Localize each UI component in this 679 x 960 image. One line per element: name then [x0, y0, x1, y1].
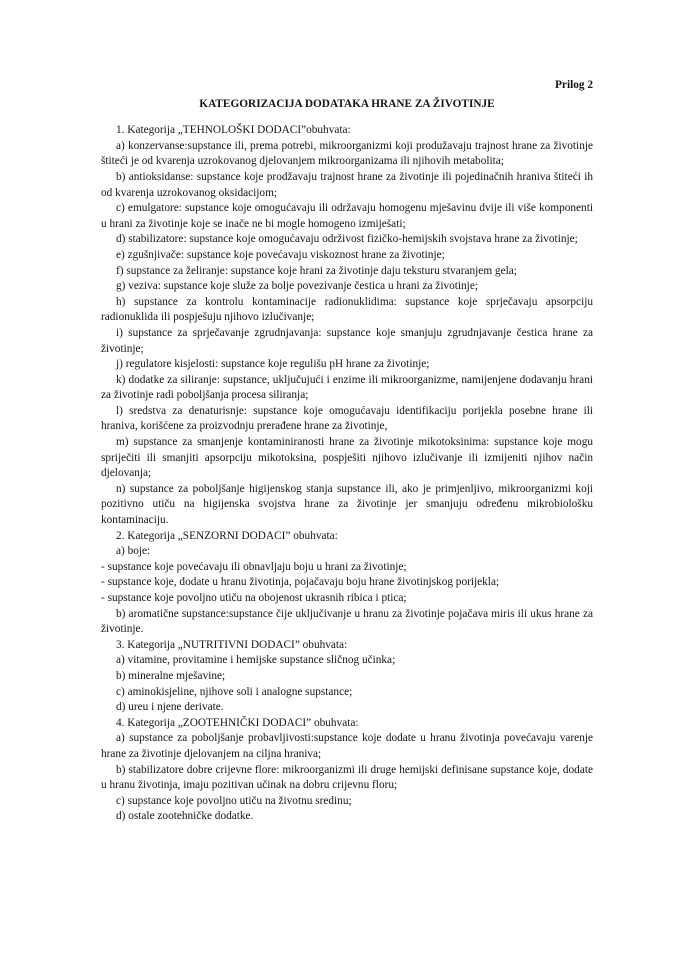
- paragraph: c) supstance koje povoljno utiču na životnu sredinu;: [116, 794, 352, 807]
- paragraph: b) antioksidanse: supstance koje prodžavaju trajnost hrane za životinje ili pojedinačnih hraniva štiteći ih od kvarenja uzrokovanog oksidacijom;: [101, 170, 593, 199]
- paragraph: m) supstance za smanjenje kontaminiranosti hrane za životinje mikotoksinima: supstance koje mogu spriječiti ili smanjiti apsorpciju mikotoksina, pospješiti njihovo izlučivanje ili izmijeniti njihov način djelovanja;: [101, 436, 593, 480]
- paragraph: d) ureu i njene derivate.: [116, 701, 224, 714]
- paragraph: 2. Kategorija „SENZORNI DODACI” obuhvata:: [116, 529, 338, 542]
- paragraph: g) veziva: supstance koje služe za bolje povezivanje čestica u hrani za životinje;: [116, 280, 478, 293]
- document-title: KATEGORIZACIJA DODATAKA HRANE ZA ŽIVOTINJE: [199, 97, 495, 110]
- paragraph: j) regulatore kisjelosti: supstance koje regulišu pH hrane za životinje;: [116, 358, 430, 371]
- paragraph: h) supstance za kontrolu kontaminacije radionuklidima: supstance koje sprječavaju apsorpciju radionuklida ili pospješuju njihovo izlučivanje;: [101, 295, 593, 324]
- annex-label: Prilog 2: [555, 79, 593, 91]
- paragraph: c) aminokisjeline, njihove soli i analogne supstance;: [116, 685, 353, 698]
- paragraph: 4. Kategorija „ZOOTEHNIČKI DODACI” obuhvata:: [116, 716, 359, 729]
- paragraph: i) supstance za sprječavanje zgrudnjavanja: supstance koje smanjuju zgrudnjavanje čestica hrane za životinje;: [101, 326, 593, 355]
- paragraph: b) aromatične supstance:supstance čije uključivanje u hranu za životinje pojačava miris ili ukus hrane za životinje.: [101, 607, 593, 636]
- paragraph: - supstance koje, dodate u hranu životinja, pojačavaju boju hrane životinjskog porijekla;: [101, 576, 500, 589]
- paragraph: b) mineralne mješavine;: [116, 669, 226, 682]
- paragraph: a) konzervanse:supstance ili, prema potrebi, mikroorganizmi koji produžavaju trajnost hrane za životinje štiteći je od kvarenja uzrokovanog djelovanjem mikroorganizama ili njihovih metabolita;: [101, 139, 593, 168]
- paragraph: l) sredstva za denaturisnje: supstance koje omogućavaju identifikaciju porijekla posebne hrane ili hraniva, korišćene za proizvodnju prerađene hrane za životinje,: [101, 404, 593, 433]
- paragraph: a) supstance za poboljšanje probavljivosti:supstance koje dodate u hranu životinja povećavaju varenje hrane za životinje djelovanjem na ciljna hraniva;: [101, 732, 593, 760]
- paragraph: - supstance koje povoljno utiču na obojenost ukrasnih ribica i ptica;: [101, 592, 407, 604]
- paragraph: d) ostale zootehničke dodatke.: [116, 810, 254, 823]
- paragraph: 3. Kategorija „NUTRITIVNI DODACI” obuhvata:: [116, 638, 348, 651]
- paragraph: n) supstance za poboljšanje higijenskog stanja supstance ili, ako je primjenljivo, mikroorganizmi koji pozitivno utiču na higijenska svojstva hrane za životinje jer smanjuju određenu mikrobiološku kontaminaciju.: [101, 482, 593, 527]
- paragraph: b) stabilizatore dobre crijevne flore: mikroorganizmi ili druge hemijski definisane supstance koje, dodate u hranu životinja, imaju pozitivan učinak na dobru crijevnu floru;: [101, 763, 593, 792]
- paragraph: f) supstance za želiranje: supstance koje hrani za životinje daju teksturu stvaranjem gela;: [116, 264, 517, 277]
- paragraph: 1. Kategorija „TEHNOLOŠKI DODACI”obuhvata:: [116, 124, 351, 137]
- paragraph: - supstance koje povećavaju ili obnavljaju boju u hrani za životinje;: [101, 560, 407, 573]
- paragraph: e) zgušnjivače: supstance koje povećavaju viskoznost hrane za životinje;: [116, 248, 445, 261]
- paragraph: c) emulgatore: supstance koje omogućavaju ili održavaju homogenu mješavinu dvije ili više komponenti u hrani za životinje koje se inače ne bi mogle homogeno izmiješati;: [101, 202, 593, 230]
- paragraph: a) vitamine, provitamine i hemijske supstance sličnog učinka;: [116, 654, 396, 667]
- paragraph: k) dodatke za siliranje: supstance, uključujući i enzime ili mikroorganizme, namijenjene dodavanju hrani za životinje radi poboljšanja procesa siliranja;: [101, 373, 593, 402]
- paragraph: d) stabilizatore: supstance koje omogućavaju održivost fizičko-hemijskih svojstava hrane za životinje;: [116, 233, 578, 246]
- document-body: [101, 123, 593, 825]
- paragraph: a) boje:: [116, 545, 151, 558]
